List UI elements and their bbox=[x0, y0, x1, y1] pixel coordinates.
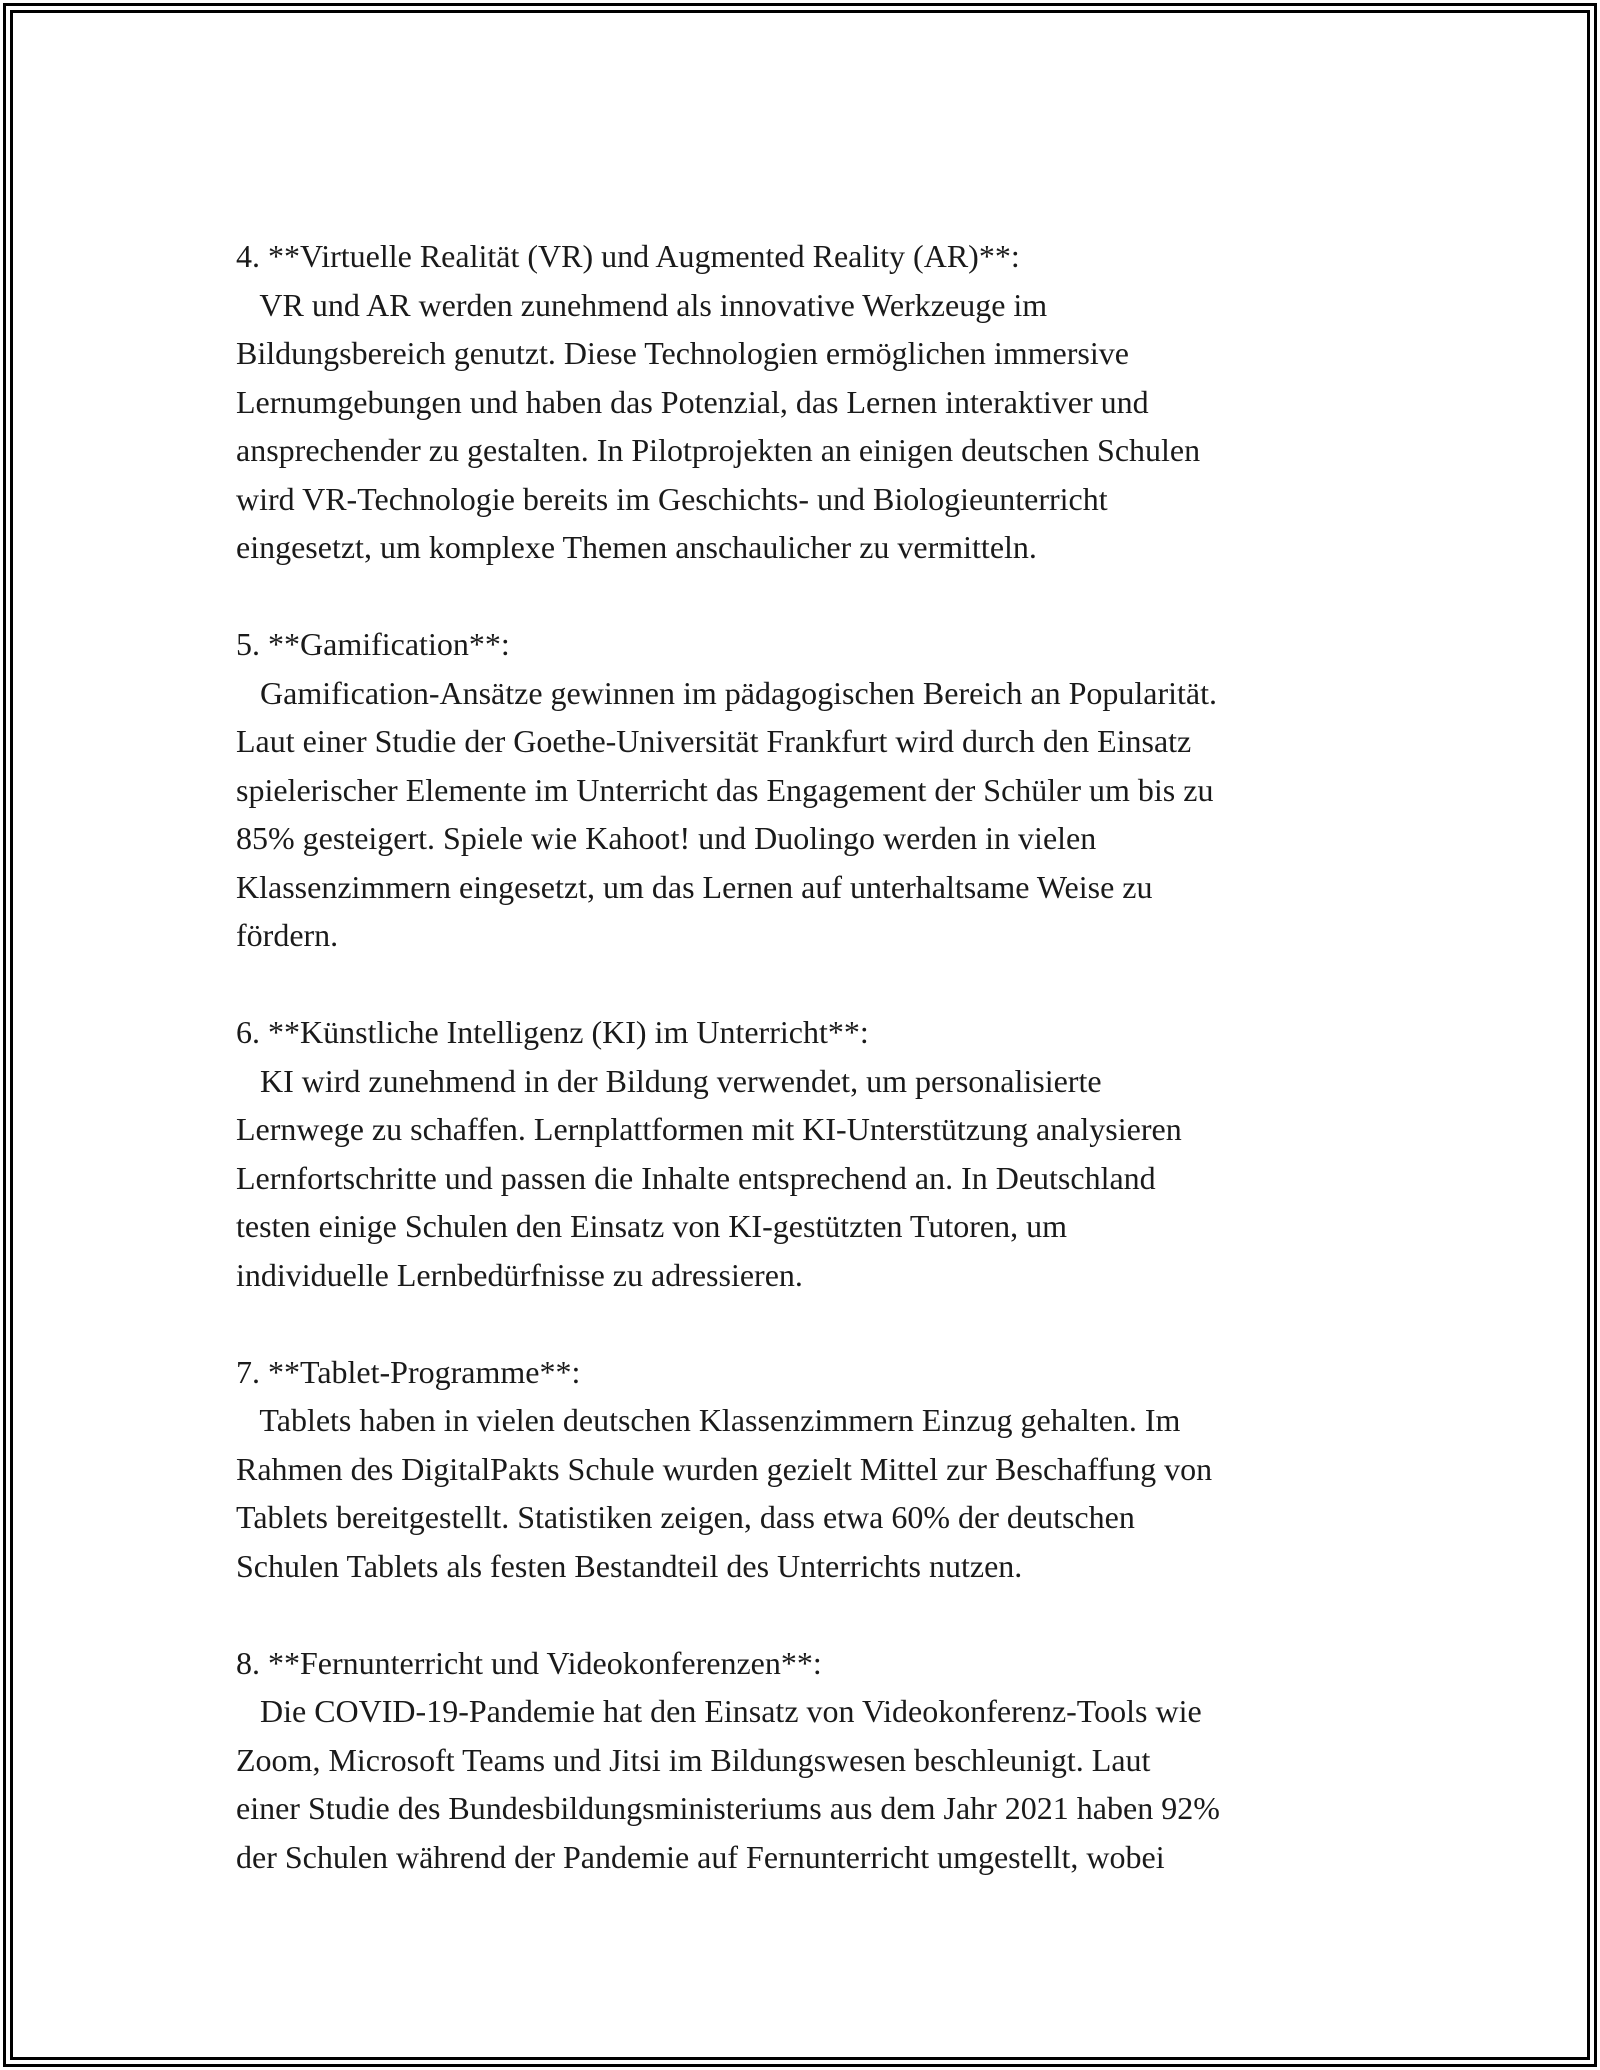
section-heading: 5. **Gamification**: bbox=[236, 626, 510, 662]
section-heading: 4. **Virtuelle Realität (VR) und Augmented Reality (AR)**: bbox=[236, 238, 1020, 274]
paragraph-line: wird VR-Technologie bereits im Geschichts- und Biologieunterricht bbox=[236, 480, 1108, 517]
paragraph-line: Lernumgebungen und haben das Potenzial, das Lernen interaktiver und bbox=[236, 383, 1149, 420]
paragraph-line: Rahmen des DigitalPakts Schule wurden gezielt Mittel zur Beschaffung von bbox=[236, 1450, 1213, 1487]
document-body bbox=[236, 232, 1376, 1881]
paragraph-line: einer Studie des Bundesbildungsministeriums aus dem Jahr 2021 haben 92% bbox=[236, 1790, 1220, 1826]
paragraph-line: ansprechender zu gestalten. In Pilotprojekten an einigen deutschen Schulen bbox=[236, 432, 1201, 468]
paragraph-line: Lernfortschritte und passen die Inhalte entsprechend an. In Deutschland bbox=[236, 1159, 1156, 1196]
paragraph-line: Schulen Tablets als festen Bestandteil des Unterrichts nutzen. bbox=[236, 1547, 1023, 1584]
paragraph-line: Tablets bereitgestellt. Statistiken zeigen, dass etwa 60% der deutschen bbox=[236, 1499, 1135, 1535]
paragraph-line: eingesetzt, um komplexe Themen anschaulicher zu vermitteln. bbox=[236, 529, 1037, 565]
paragraph-line: der Schulen während der Pandemie auf Fernunterricht umgestellt, wobei bbox=[236, 1838, 1165, 1875]
section-fernunterricht bbox=[236, 1639, 1376, 1882]
paragraph-line: VR und AR werden zunehmend als innovative Werkzeuge im bbox=[236, 286, 1048, 323]
section-gamification bbox=[236, 620, 1376, 960]
paragraph-line: Laut einer Studie der Goethe-Universität Frankfurt wird durch den Einsatz bbox=[236, 723, 1192, 759]
paragraph-line: fördern. bbox=[236, 917, 339, 953]
paragraph-line: 85% gesteigert. Spiele wie Kahoot! und Duolingo werden in vielen bbox=[236, 820, 1097, 856]
paragraph-line: testen einige Schulen den Einsatz von KI-gestützten Tutoren, um bbox=[236, 1208, 1067, 1244]
paragraph-line: KI wird zunehmend in der Bildung verwendet, um personalisierte bbox=[236, 1062, 1102, 1099]
paragraph-line: Die COVID-19-Pandemie hat den Einsatz von Videokonferenz-Tools wie bbox=[236, 1693, 1202, 1729]
section-heading: 6. **Künstliche Intelligenz (KI) im Unterricht**: bbox=[236, 1014, 869, 1050]
paragraph-line: Lernwege zu schaffen. Lernplattformen mit KI-Unterstützung analysieren bbox=[236, 1111, 1182, 1147]
paragraph-line: Klassenzimmern eingesetzt, um das Lernen auf unterhaltsame Weise zu bbox=[236, 868, 1153, 905]
section-ki bbox=[236, 1008, 1376, 1299]
paragraph-line: Bildungsbereich genutzt. Diese Technologien ermöglichen immersive bbox=[236, 335, 1129, 371]
paragraph-line: Zoom, Microsoft Teams und Jitsi im Bildungswesen beschleunigt. Laut bbox=[236, 1741, 1151, 1778]
paragraph-line: spielerischer Elemente im Unterricht das Engagement der Schüler um bis zu bbox=[236, 771, 1214, 808]
paragraph-line: individuelle Lernbedürfnisse zu adressieren. bbox=[236, 1256, 803, 1293]
section-tablet-programme bbox=[236, 1348, 1376, 1591]
paragraph-line: Tablets haben in vielen deutschen Klassenzimmern Einzug gehalten. Im bbox=[236, 1402, 1181, 1438]
section-heading: 7. **Tablet-Programme**: bbox=[236, 1353, 581, 1390]
paragraph-line: Gamification-Ansätze gewinnen im pädagogischen Bereich an Popularität. bbox=[236, 674, 1218, 711]
section-vr-ar bbox=[236, 232, 1376, 572]
section-heading: 8. **Fernunterricht und Videokonferenzen**: bbox=[236, 1644, 822, 1681]
